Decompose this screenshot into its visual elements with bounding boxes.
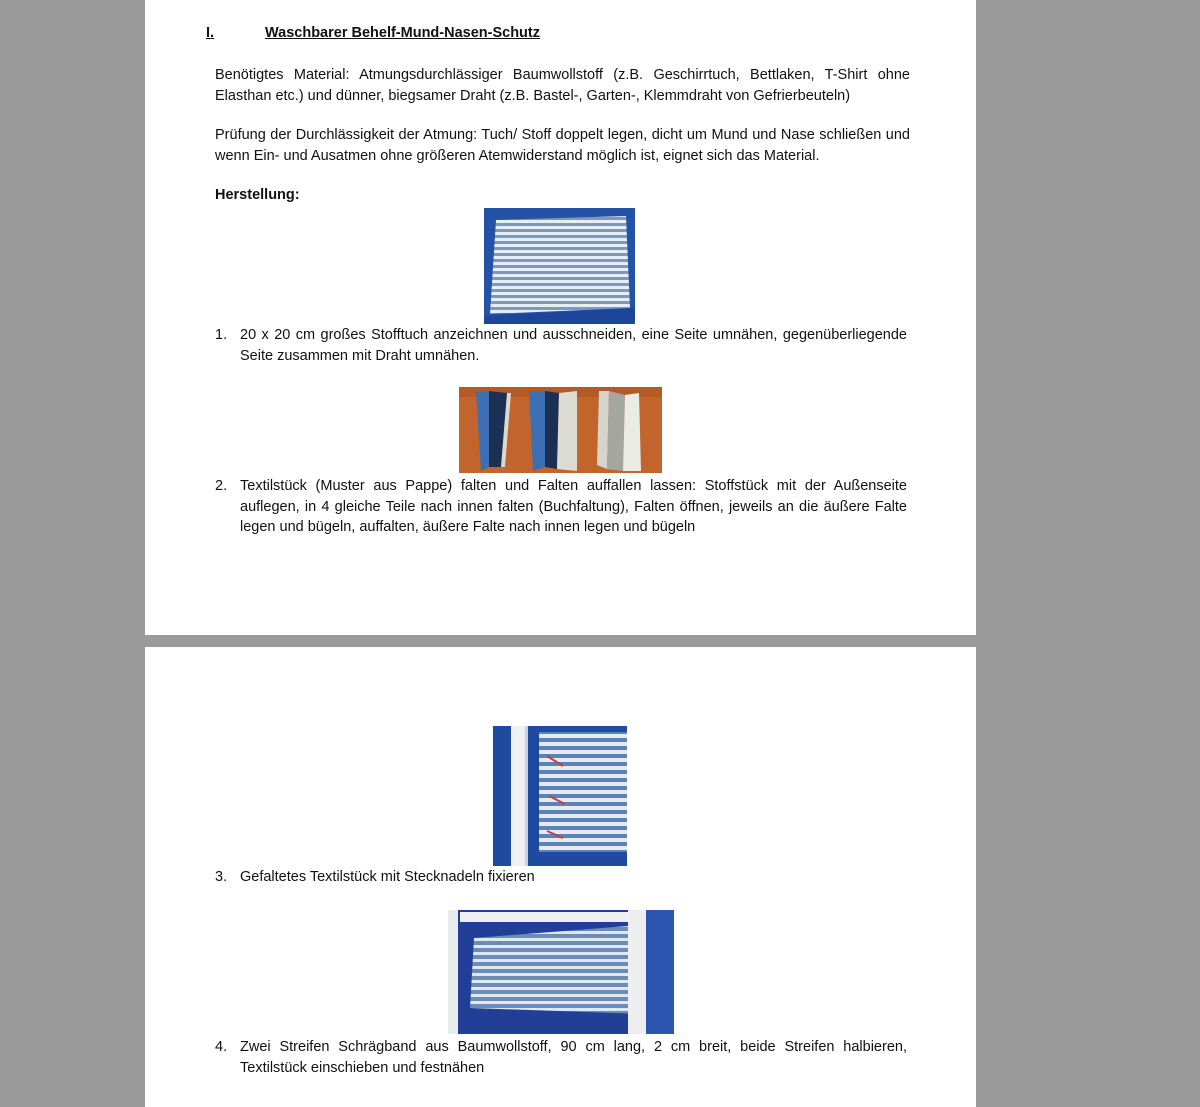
step-2-text: Textilstück (Muster aus Pappe) falten und Falten auffallen lassen: Stoffstück mit der Außenseite auflegen, in 4 gleiche Teile nach innen falten (Buchfaltung), Falten öffnen, jeweils an die äußere Falte legen und bügeln, auffalten, äußere Falte nach innen legen und bügeln	[240, 478, 907, 535]
step-4-text: Zwei Streifen Schrägband aus Baumwollstoff, 90 cm lang, 2 cm breit, beide Streifen halbieren, Textilstück einschieben und festnähen	[240, 1039, 907, 1076]
section-title: Waschbarer Behelf-Mund-Nasen-Schutz	[265, 25, 540, 41]
photo-cardboard-templates	[459, 387, 662, 473]
step-2-number: 2.	[215, 478, 228, 494]
document-page-2	[145, 647, 976, 1107]
section-number: I.	[206, 25, 215, 41]
step-3-text: Gefaltetes Textilstück mit Stecknadeln fixieren	[240, 869, 535, 885]
production-heading: Herstellung:	[215, 187, 300, 203]
material-paragraph: Benötigtes Material: Atmungsdurchlässiger Baumwollstoff (z.B. Geschirrtuch, Bettlaken, T-Shirt ohne Elasthan etc.) und dünner, biegsamer Draht (z.B. Bastel-, Garten-, Klemmdraht von Gefrierbeuteln)	[215, 67, 910, 104]
step-1-number: 1.	[215, 327, 228, 343]
photo-finished-mask	[448, 910, 674, 1034]
photo-fabric-square	[484, 208, 635, 324]
step-3-number: 3.	[215, 869, 228, 885]
step-4-number: 4.	[215, 1039, 228, 1055]
document-page-1	[145, 0, 976, 635]
step-1-text: 20 x 20 cm großes Stofftuch anzeichnen und ausschneiden, eine Seite umnähen, gegenüberliegende Seite zusammen mit Draht umnähen.	[240, 327, 907, 364]
photo-pinned-fabric	[493, 726, 627, 866]
breathability-paragraph: Prüfung der Durchlässigkeit der Atmung: Tuch/ Stoff doppelt legen, dicht um Mund und Nase schließen und wenn Ein- und Ausatmen ohne größeren Atemwiderstand möglich ist, eignet sich das Material.	[215, 127, 910, 164]
